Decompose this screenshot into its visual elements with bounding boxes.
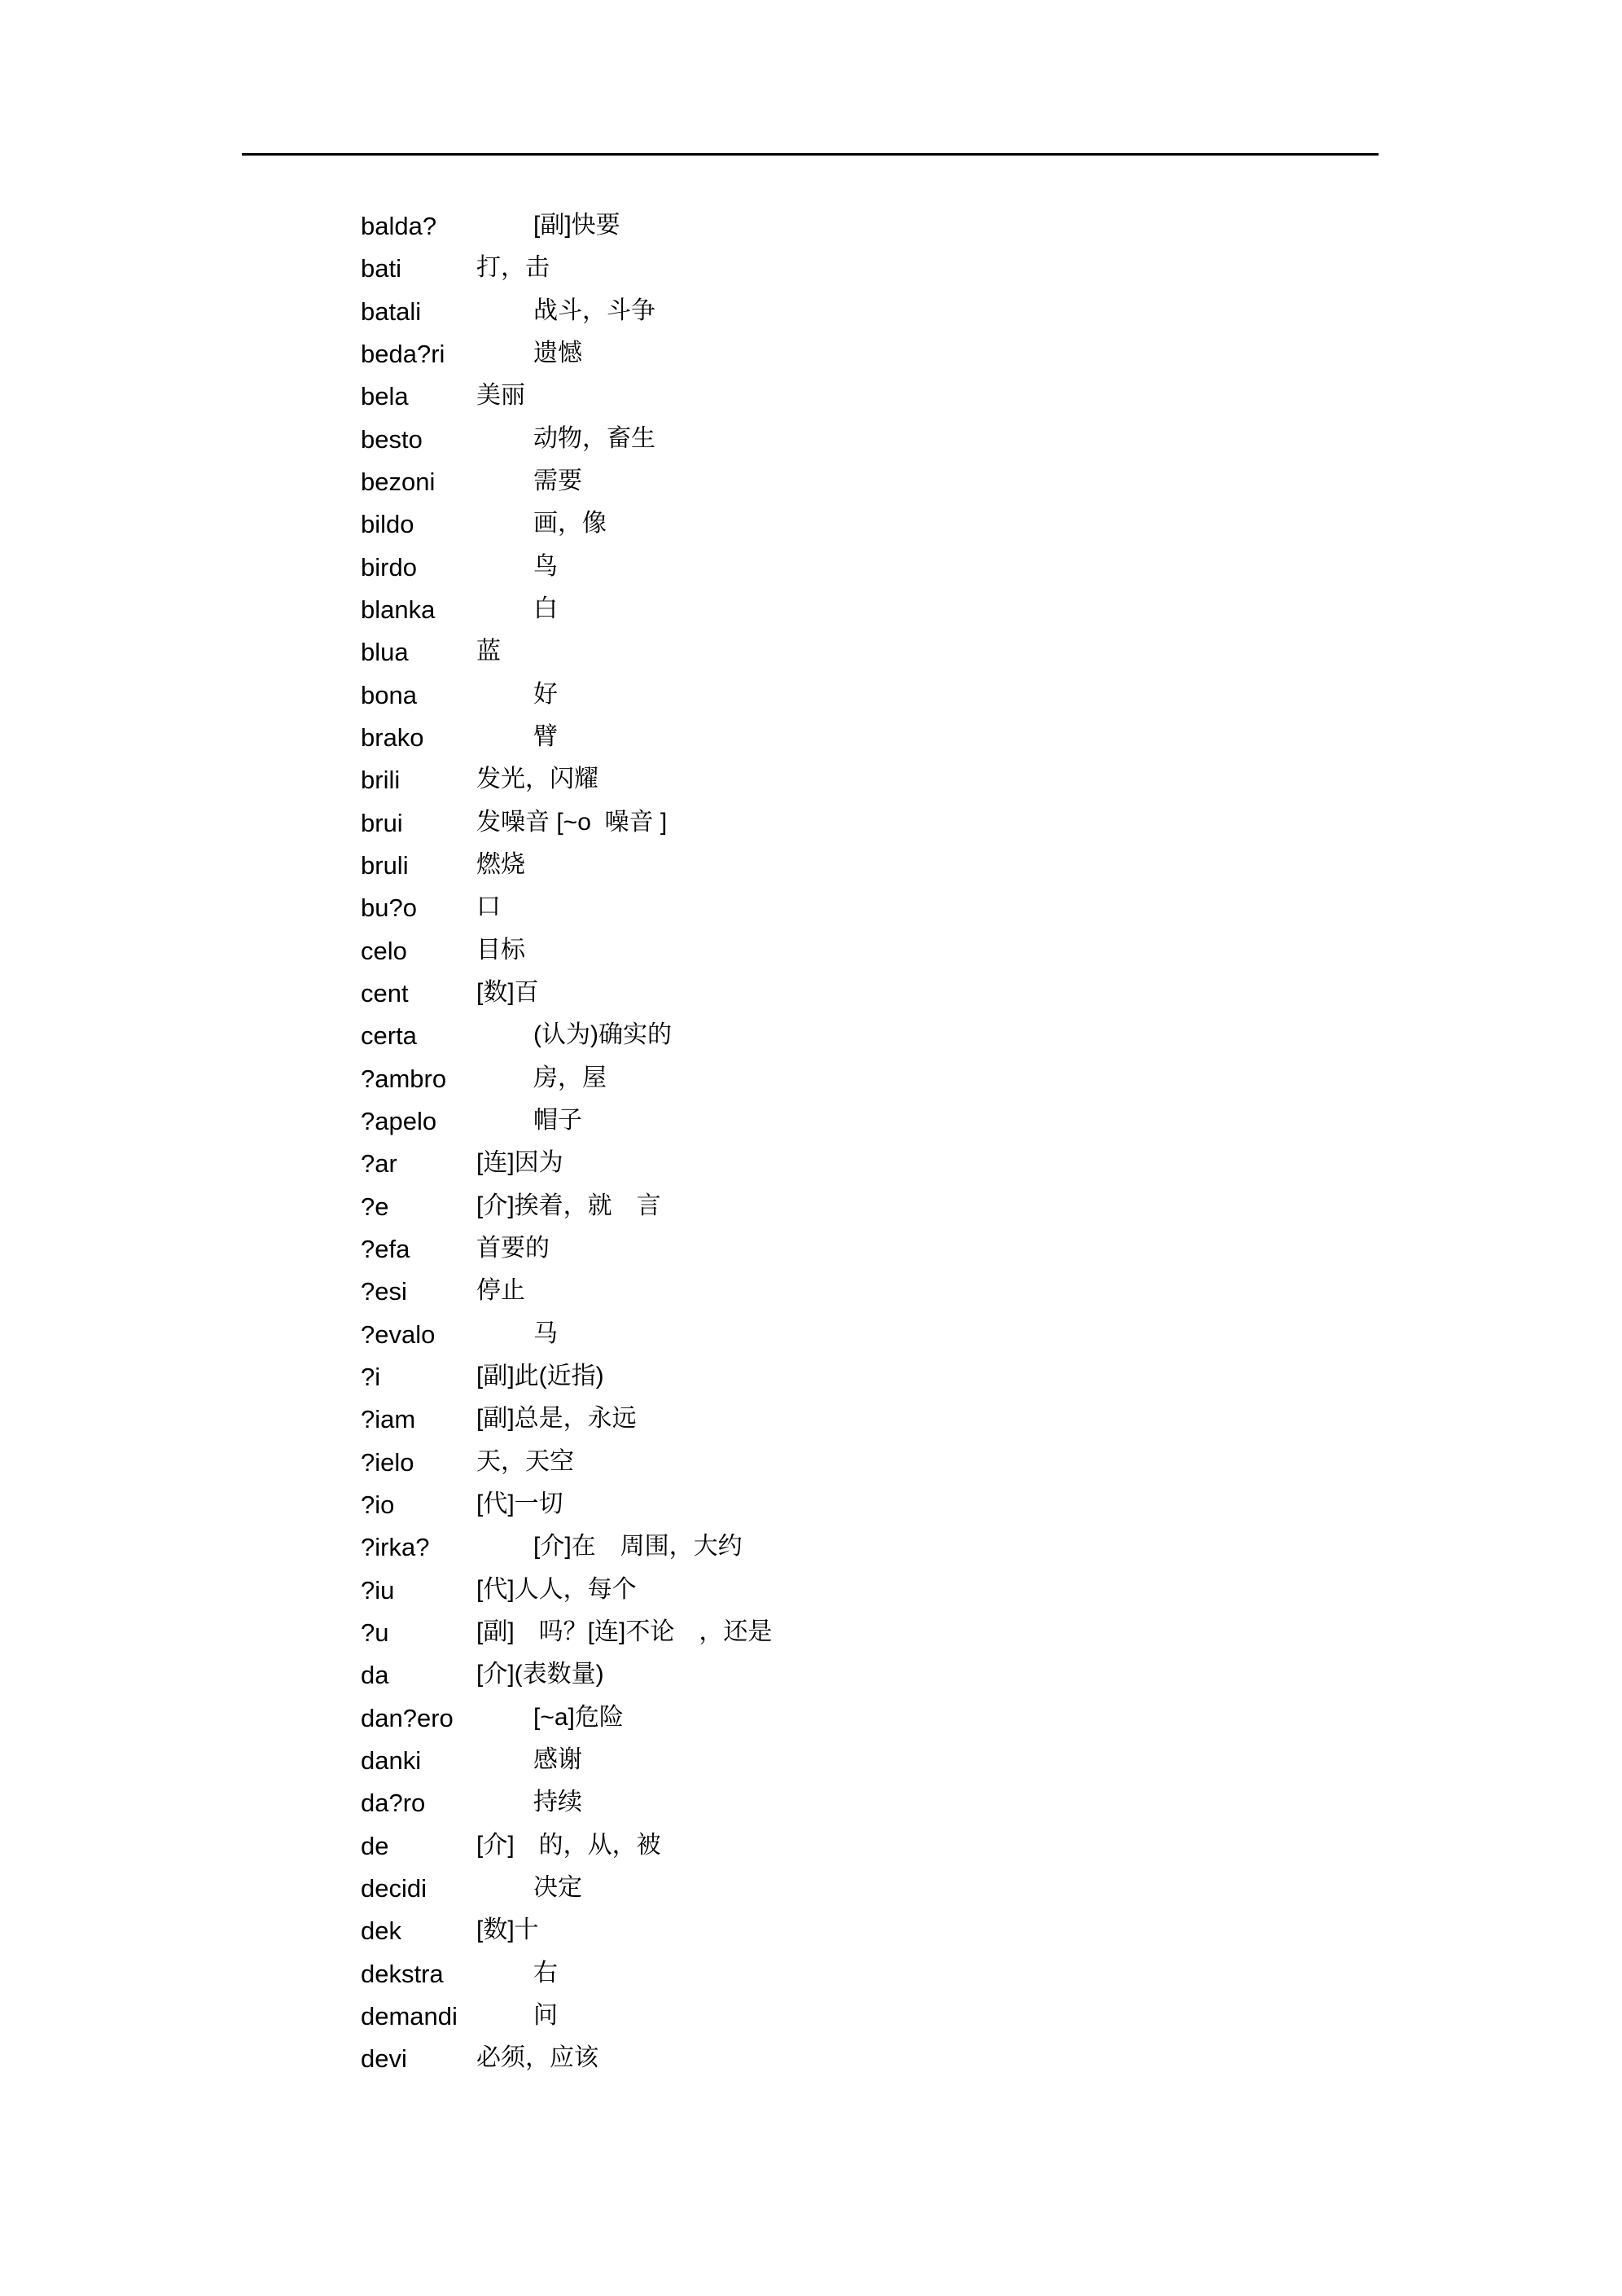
entry-meaning: 鸟 <box>533 552 558 580</box>
entry-word: ?u <box>361 1618 389 1647</box>
vocabulary-entry <box>0 1961 1622 2004</box>
entry-word: bona <box>361 680 417 709</box>
entry-meaning: [副] 吗？[连]不论 ，还是 <box>476 1618 773 1645</box>
entry-word: ?io <box>361 1490 395 1519</box>
entry-word: ?iam <box>361 1405 416 1434</box>
vocabulary-entry <box>0 1066 1622 1108</box>
vocabulary-entry <box>0 1151 1622 1193</box>
entry-meaning: [副]快要 <box>533 212 620 239</box>
entry-meaning: 动物，畜生 <box>533 424 655 452</box>
entry-meaning: 白 <box>533 595 558 622</box>
entry-meaning: 持续 <box>533 1789 582 1816</box>
vocabulary-entry <box>0 1194 1622 1236</box>
entry-word: devi <box>361 2044 407 2074</box>
entry-word: celo <box>361 936 407 965</box>
entry-meaning: 燃烧 <box>476 850 525 878</box>
entry-word: ?ielo <box>361 1447 414 1477</box>
entry-meaning: 决定 <box>533 1873 582 1901</box>
entry-word: blanka <box>361 595 436 624</box>
entry-word: blua <box>361 638 409 667</box>
entry-meaning: 首要的 <box>476 1234 550 1262</box>
entry-meaning: 右 <box>533 1959 558 1987</box>
vocabulary-entry <box>0 1833 1622 1876</box>
vocabulary-entry <box>0 1534 1622 1577</box>
entry-meaning: [代]一切 <box>476 1490 563 1517</box>
entry-meaning: [数]百 <box>476 978 539 1006</box>
entry-meaning: [副]此(近指) <box>476 1362 604 1389</box>
vocabulary-entry <box>0 767 1622 810</box>
entry-word: ?ar <box>361 1149 397 1179</box>
vocabulary-entry <box>0 1662 1622 1705</box>
vocabulary-entry <box>0 1023 1622 1065</box>
entry-meaning: 房，屋 <box>533 1064 607 1091</box>
entry-meaning: [介]挨着，就 言 <box>476 1192 661 1219</box>
vocabulary-entry <box>0 296 1622 341</box>
entry-meaning: [介](表数量) <box>476 1661 604 1688</box>
vocabulary-entry <box>0 1108 1622 1151</box>
vocabulary-entry <box>0 341 1622 384</box>
entry-word: bildo <box>361 510 414 539</box>
vocabulary-entry <box>0 1407 1622 1449</box>
entry-meaning: 臂 <box>533 722 558 750</box>
entry-word: ?evalo <box>361 1319 436 1349</box>
entry-meaning: [副]总是，永远 <box>476 1405 637 1433</box>
entry-word: bezoni <box>361 467 436 496</box>
vocabulary-entry <box>0 1492 1622 1534</box>
vocabulary-entry <box>0 850 1622 895</box>
entry-meaning: 美丽 <box>476 382 525 410</box>
vocabulary-entry <box>0 1236 1622 1279</box>
vocabulary-entry <box>0 511 1622 554</box>
entry-word: brako <box>361 722 424 752</box>
entry-meaning: [介] 的，从，被 <box>476 1831 661 1859</box>
entry-word: certa <box>361 1021 417 1051</box>
entry-word: bruli <box>361 850 409 880</box>
entry-word: cent <box>361 978 409 1008</box>
entry-meaning: 战斗，斗争 <box>533 296 655 324</box>
entry-word: birdo <box>361 552 417 582</box>
entry-word: ?e <box>361 1192 389 1221</box>
entry-word: da?ro <box>361 1789 426 1818</box>
entry-meaning: 天，天空 <box>476 1447 574 1475</box>
entry-meaning: 发噪音 [~o 噪音 ] <box>476 808 668 836</box>
entry-meaning: [~a]危险 <box>533 1703 624 1731</box>
vocabulary-entry <box>0 552 1622 597</box>
entry-meaning: 需要 <box>533 467 582 494</box>
entry-word: batali <box>361 296 422 326</box>
entry-meaning: [数]十 <box>476 1916 539 1944</box>
vocabulary-entry <box>0 895 1622 937</box>
entry-word: decidi <box>361 1873 427 1903</box>
entry-meaning: (认为)确实的 <box>533 1021 672 1049</box>
vocabulary-entry <box>0 384 1622 426</box>
entry-meaning: 停止 <box>476 1277 525 1305</box>
vocabulary-entry <box>0 2001 1622 2046</box>
entry-meaning: 目标 <box>476 936 525 964</box>
entry-word: ?apelo <box>361 1106 437 1135</box>
vocabulary-entry <box>0 978 1622 1023</box>
entry-meaning: 感谢 <box>533 1745 582 1773</box>
entry-word: demandi <box>361 2001 458 2030</box>
entry-word: ?efa <box>361 1234 410 1263</box>
vocabulary-entry <box>0 1620 1622 1662</box>
vocabulary-entry <box>0 680 1622 725</box>
vocabulary-entry <box>0 2046 1622 2088</box>
entry-word: bu?o <box>361 893 417 923</box>
entry-word: brui <box>361 808 403 837</box>
vocabulary-entry <box>0 639 1622 682</box>
entry-word: ?iu <box>361 1575 395 1605</box>
entry-word: de <box>361 1831 389 1860</box>
entry-word: bati <box>361 254 401 283</box>
entry-meaning: 打，击 <box>476 254 550 282</box>
entry-meaning: 必须，应该 <box>476 2044 598 2072</box>
vocabulary-entry <box>0 1447 1622 1492</box>
entry-meaning: 画，像 <box>533 510 607 538</box>
vocabulary-entry <box>0 1364 1622 1407</box>
entry-word: danki <box>361 1745 422 1775</box>
vocabulary-entry <box>0 1873 1622 1918</box>
entry-meaning: [连]因为 <box>476 1149 563 1177</box>
vocabulary-entry <box>0 213 1622 256</box>
entry-word: beda?ri <box>361 339 445 368</box>
vocabulary-entry <box>0 1703 1622 1748</box>
entry-word: dek <box>361 1916 401 1946</box>
entry-word: besto <box>361 424 423 454</box>
entry-meaning: 问 <box>533 2001 558 2029</box>
vocabulary-entry <box>0 1575 1622 1620</box>
entry-meaning: 好 <box>533 680 558 708</box>
vocabulary-entry <box>0 1918 1622 1960</box>
vocabulary-entry <box>0 938 1622 981</box>
vocabulary-entry <box>0 256 1622 298</box>
vocabulary-entry <box>0 469 1622 511</box>
entry-word: ?ambro <box>361 1064 447 1093</box>
entry-word: da <box>361 1661 389 1690</box>
entry-word: ?irka? <box>361 1533 430 1562</box>
entry-meaning: [介]在 周围，大约 <box>533 1533 743 1561</box>
entry-word: bela <box>361 382 409 411</box>
vocabulary-entry <box>0 597 1622 639</box>
entry-meaning: 发光，闪耀 <box>476 766 598 793</box>
entry-word: ?esi <box>361 1277 407 1306</box>
entry-meaning: 遗憾 <box>533 339 582 367</box>
vocabulary-entry <box>0 1790 1622 1833</box>
entry-meaning: 蓝 <box>476 638 501 665</box>
entry-meaning: 口 <box>476 893 501 921</box>
vocabulary-entry <box>0 1319 1622 1364</box>
vocabulary-entry <box>0 424 1622 469</box>
vocabulary-entry <box>0 1745 1622 1790</box>
entry-meaning: 马 <box>533 1319 558 1347</box>
entry-word: dekstra <box>361 1959 444 1988</box>
entry-word: balda? <box>361 212 437 240</box>
vocabulary-entry <box>0 1279 1622 1321</box>
vocabulary-entry <box>0 722 1622 767</box>
entry-word: dan?ero <box>361 1703 454 1732</box>
entry-meaning: 帽子 <box>533 1106 582 1134</box>
vocabulary-entry <box>0 810 1622 853</box>
entry-meaning: [代]人人，每个 <box>476 1575 637 1603</box>
entry-word: brili <box>361 766 401 795</box>
entry-word: ?i <box>361 1362 381 1391</box>
